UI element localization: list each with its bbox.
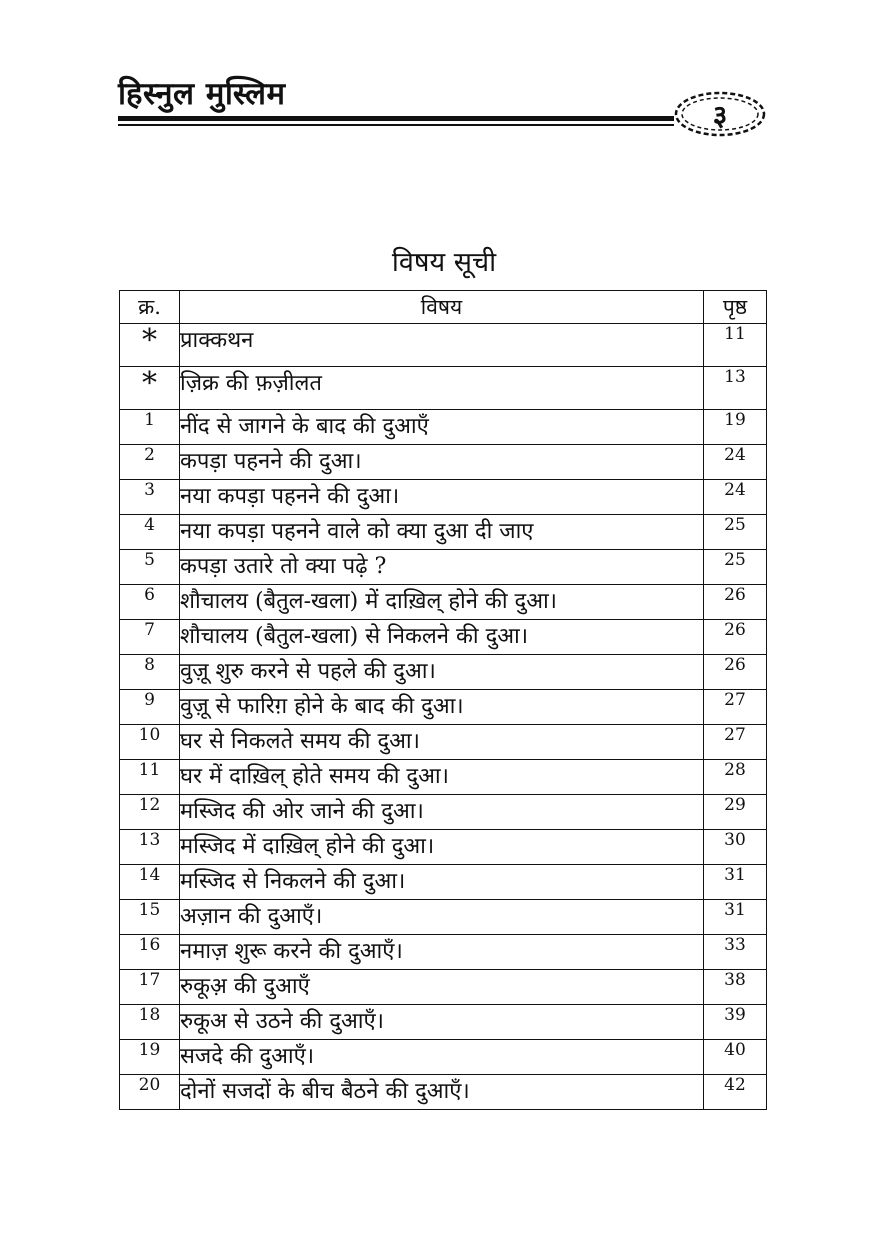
toc-row-page: 31 — [704, 865, 767, 900]
toc-row-subject: प्राक्कथन — [180, 324, 704, 367]
column-header-page: पृष्ठ — [704, 291, 767, 324]
toc-row-page: 27 — [704, 725, 767, 760]
toc-row-subject: कपड़ा पहनने की दुआ। — [180, 445, 704, 480]
toc-row-page: 25 — [704, 550, 767, 585]
toc-row-subject: नींद से जागने के बाद की दुआएँ — [180, 410, 704, 445]
toc-row-number: * — [120, 367, 180, 410]
toc-row — [120, 410, 767, 445]
toc-row-page: 19 — [704, 410, 767, 445]
toc-row-page: 26 — [704, 620, 767, 655]
page-number-badge — [672, 88, 768, 140]
toc-row-number: 2 — [120, 445, 180, 480]
toc-row-subject: ज़िक्र की फ़ज़ीलत — [180, 367, 704, 410]
toc-row-number: 3 — [120, 480, 180, 515]
toc-row-page: 30 — [704, 830, 767, 865]
column-header-number: क्र. — [120, 291, 180, 324]
toc-row-subject: वुज़ू से फारिग़ होने के बाद की दुआ। — [180, 690, 704, 725]
toc-row — [120, 1075, 767, 1110]
toc-row-page: 40 — [704, 1040, 767, 1075]
toc-row-number: 1 — [120, 410, 180, 445]
toc-row-subject: रुकूअ़ की दुआएँ — [180, 970, 704, 1005]
toc-row-number: 14 — [120, 865, 180, 900]
toc-row-number: 18 — [120, 1005, 180, 1040]
toc-row-subject: नया कपड़ा पहनने वाले को क्या दुआ दी जाए — [180, 515, 704, 550]
toc-row-number: 7 — [120, 620, 180, 655]
toc-table — [119, 290, 767, 1110]
toc-row — [120, 1040, 767, 1075]
toc-row — [120, 585, 767, 620]
toc-row-subject: शौचालय (बैतुल-खला) से निकलने की दुआ। — [180, 620, 704, 655]
toc-row-number: 6 — [120, 585, 180, 620]
toc-row-subject: नया कपड़ा पहनने की दुआ। — [180, 480, 704, 515]
toc-row-subject: अज़ान की दुआएँ। — [180, 900, 704, 935]
book-title: हिस्नुल मुस्लिम — [118, 76, 286, 112]
toc-row — [120, 795, 767, 830]
toc-row-page: 13 — [704, 367, 767, 410]
toc-row — [120, 515, 767, 550]
toc-row-subject: मस्जिद की ओर जाने की दुआ। — [180, 795, 704, 830]
toc-row — [120, 324, 767, 367]
toc-row-subject: शौचालय (बैतुल-खला) में दाख़िल् होने की दुआ। — [180, 585, 704, 620]
toc-row — [120, 830, 767, 865]
toc-row-page: 24 — [704, 445, 767, 480]
toc-body — [120, 324, 767, 1110]
toc-row — [120, 1005, 767, 1040]
toc-row-page: 38 — [704, 970, 767, 1005]
toc-row-page: 29 — [704, 795, 767, 830]
toc-row — [120, 445, 767, 480]
toc-row-number: 17 — [120, 970, 180, 1005]
header-rule-thick — [118, 116, 674, 121]
toc-row — [120, 935, 767, 970]
column-header-subject: विषय — [180, 291, 704, 324]
toc-row-subject: रुकूअ से उठने की दुआएँ। — [180, 1005, 704, 1040]
toc-row-number: 4 — [120, 515, 180, 550]
toc-row-number: 12 — [120, 795, 180, 830]
toc-row-page: 28 — [704, 760, 767, 795]
toc-row — [120, 900, 767, 935]
toc-row-page: 39 — [704, 1005, 767, 1040]
toc-row — [120, 655, 767, 690]
toc-row-page: 31 — [704, 900, 767, 935]
toc-row — [120, 690, 767, 725]
toc-row-page: 11 — [704, 324, 767, 367]
toc-row-number: 16 — [120, 935, 180, 970]
toc-row — [120, 970, 767, 1005]
toc-row-page: 25 — [704, 515, 767, 550]
toc-row-page: 26 — [704, 655, 767, 690]
toc-row-page: 33 — [704, 935, 767, 970]
toc-row-number: 9 — [120, 690, 180, 725]
toc-row — [120, 480, 767, 515]
toc-row — [120, 725, 767, 760]
toc-row-number: * — [120, 324, 180, 367]
toc-row-number: 19 — [120, 1040, 180, 1075]
page-number: ३ — [712, 99, 728, 132]
toc-row-number: 8 — [120, 655, 180, 690]
toc-row — [120, 550, 767, 585]
toc-row-number: 20 — [120, 1075, 180, 1110]
toc-row-page: 27 — [704, 690, 767, 725]
toc-row-subject: नमाज़ शुरू करने की दुआएँ। — [180, 935, 704, 970]
header-rule-thin — [118, 124, 674, 126]
toc-row — [120, 367, 767, 410]
toc-row-subject: मस्जिद से निकलने की दुआ। — [180, 865, 704, 900]
toc-heading: विषय सूची — [391, 247, 497, 278]
toc-row — [120, 760, 767, 795]
toc-row-subject: घर से निकलते समय की दुआ। — [180, 725, 704, 760]
toc-row-number: 10 — [120, 725, 180, 760]
toc-row-subject: कपड़ा उतारे तो क्या पढ़े ? — [180, 550, 704, 585]
toc-header-row — [120, 291, 767, 324]
toc-row-number: 15 — [120, 900, 180, 935]
toc-row-subject: घर में दाख़िल् होते समय की दुआ। — [180, 760, 704, 795]
toc-row-number: 11 — [120, 760, 180, 795]
toc-row-page: 42 — [704, 1075, 767, 1110]
toc-row-number: 5 — [120, 550, 180, 585]
toc-row-subject: मस्जिद में दाख़िल् होने की दुआ। — [180, 830, 704, 865]
toc-row — [120, 620, 767, 655]
toc-row-subject: दोनों सजदों के बीच बैठने की दुआएँ। — [180, 1075, 704, 1110]
toc-row-subject: वुज़ू शुरु करने से पहले की दुआ। — [180, 655, 704, 690]
toc-row-number: 13 — [120, 830, 180, 865]
toc-row-page: 26 — [704, 585, 767, 620]
toc-row-subject: सजदे की दुआएँ। — [180, 1040, 704, 1075]
toc-row — [120, 865, 767, 900]
toc-row-page: 24 — [704, 480, 767, 515]
